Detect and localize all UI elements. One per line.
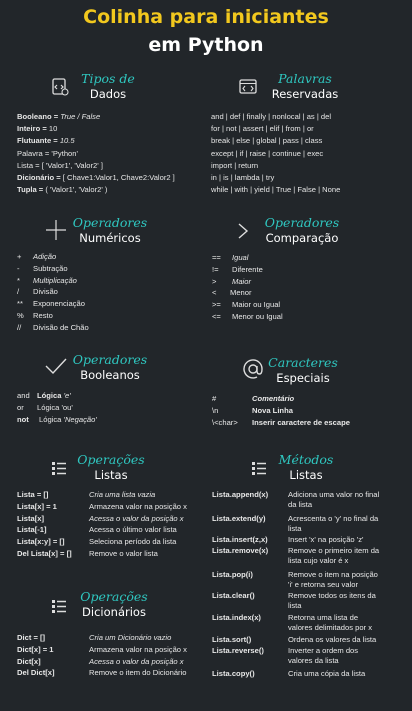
list-item: in | is | lambda | try (211, 173, 275, 183)
list-item: Dict = [] Cria um Dicionário vazio (17, 633, 172, 642)
list-item: Booleano = True / False (17, 112, 101, 121)
operadores-numericos-subtitle: Numéricos (79, 231, 141, 245)
caracteres-especiais-list (212, 393, 402, 428)
list-item: ** Exponenciação (17, 299, 85, 309)
grid-list-icon (50, 597, 68, 620)
list-item: Del Dict[x] Remove o item do Dicionário (17, 668, 187, 678)
list-item: + Adição (17, 252, 57, 261)
operadores-booleanos-title: Operadores (72, 352, 148, 367)
list-item: and | def | finally | nonlocal | as | del (211, 112, 332, 121)
palavras-reservadas-list (211, 111, 340, 196)
list-item: \n Nova Linha (212, 405, 293, 415)
list-item: Dict[x] = 1 Armazena valor na posição x (17, 644, 187, 654)
operadores-numericos-list (17, 251, 187, 334)
checkmark-icon (44, 356, 68, 381)
list-item: Lista[x:y] = [] Seleciona período da lista (17, 537, 177, 547)
list-item: >= Maior ou Igual (212, 300, 281, 310)
list-item: Lista.pop(i) Remove o item na posição 'i' e retorna seu valor (212, 570, 378, 589)
list-item: > Maior (212, 276, 251, 286)
list-item: // Divisão de Chão (17, 322, 89, 332)
operadores-comparacao-title: Operadores (264, 215, 340, 230)
list-item: Lista[-1] Acessa o último valor lista (17, 525, 177, 535)
list-item: Del Lista[x] = [] Remove o valor lista (17, 548, 158, 558)
operacoes-listas-title: Operações (77, 452, 145, 467)
list-item: while | with | yield | True | False | None (211, 185, 341, 195)
list-icon (250, 459, 268, 482)
list-item: Dict[x] Acessa o valor da posição x (17, 656, 184, 666)
list-item: Flutuante = 10.5 (17, 136, 75, 146)
list-item: or Lógica 'ou' (17, 402, 73, 412)
operacoes-dicionarios-list (17, 632, 207, 679)
list-item: Lista = [ 'Valor1', 'Valor2' ] (17, 160, 103, 170)
list-item: % Resto (17, 310, 53, 320)
caracteres-especiais-title: Caracteres (268, 355, 338, 370)
list-item: import | return (211, 160, 259, 170)
list-item: * Multiplicação (17, 275, 77, 285)
operacoes-dicionarios-subtitle: Dicionários (82, 605, 146, 619)
operadores-booleanos-list (17, 390, 187, 425)
list-item: Lista.insert(z,x) Insert 'x' na posição 'z' (212, 535, 364, 544)
list-item: Lista.append(x) Adiciona uma valor no final da lista (212, 490, 380, 509)
operacoes-dicionarios-title: Operações (80, 589, 148, 604)
code-window-icon (238, 78, 258, 101)
operacoes-listas-subtitle: Listas (94, 468, 128, 482)
list-item: == Igual (212, 253, 249, 262)
page-subtitle: em Python (148, 34, 264, 56)
list-item: not Lógica 'Negação' (17, 414, 97, 424)
code-document-icon (50, 77, 70, 102)
tipos-dados-title: Tipos de (81, 71, 135, 86)
list-item: Lista.reverse() Inverter a ordem dos valores da lista (212, 646, 359, 665)
list-item: Lista[x] Acessa o valor da posição x (17, 513, 184, 523)
list-item: break | else | global | pass | class (211, 136, 323, 146)
list-item: Lista = [] Cria uma lista vazia (17, 490, 156, 499)
page-title: Colinha para iniciantes (83, 6, 329, 28)
list-item: Lista.clear() Remove todos os itens da lista (212, 591, 376, 610)
list-item: except | if | raise | continue | exec (211, 148, 324, 158)
list-icon (50, 459, 68, 482)
tipos-dados-subtitle: Dados (89, 87, 127, 101)
operacoes-listas-list (17, 489, 207, 560)
at-sign-icon (242, 358, 264, 385)
chevron-right-icon (236, 222, 250, 245)
list-item: Lista.copy() Cria uma cópia da lista (212, 669, 366, 678)
list-item: for | not | assert | elif | from | or (211, 124, 314, 134)
list-item: Lista.remove(x) Remove o primeiro item da lista cujo valor é x (212, 546, 380, 565)
list-item: < Menor (212, 288, 252, 298)
list-item: # Comentário (212, 394, 295, 403)
list-item: - Subtração (17, 263, 68, 273)
operadores-comparacao-subtitle: Comparação (265, 231, 339, 245)
operadores-numericos-title: Operadores (72, 215, 148, 230)
list-item: Lista.sort() Ordena os valores da lista (212, 635, 377, 644)
list-item: != Diferente (212, 264, 263, 274)
operadores-comparacao-list (212, 252, 382, 323)
metodos-listas-title: Métodos (278, 452, 334, 467)
metodos-listas-subtitle: Listas (289, 468, 323, 482)
list-item: Lista[x] = 1 Armazena valor na posição x (17, 501, 187, 511)
palavras-reservadas-subtitle: Reservadas (271, 87, 339, 101)
list-item: Tupla = ( 'Valor1', 'Valor2' ) (17, 185, 108, 195)
plus-icon (44, 218, 68, 247)
operadores-booleanos-subtitle: Booleanos (80, 368, 140, 382)
list-item: and Lógica 'e' (17, 391, 71, 400)
list-item: Palavra = 'Python' (17, 148, 78, 158)
palavras-reservadas-title: Palavras (278, 71, 332, 86)
list-item: Lista.index(x) Retorna uma lista de valores delimitados por x (212, 613, 372, 632)
list-item: Lista.extend(y) Acrescenta o 'y' no final da lista (212, 514, 379, 533)
caracteres-especiais-subtitle: Especiais (276, 371, 330, 385)
list-item: \<char> Inserir caractere de escape (212, 417, 350, 427)
list-item: Inteiro = 10 (17, 124, 58, 134)
list-item: Dicionário = [ Chave1:Valor1, Chave2:Valor2 ] (17, 173, 175, 183)
tipos-dados-list (17, 111, 175, 196)
list-item: / Divisão (17, 287, 58, 297)
list-item: <= Menor ou Igual (212, 311, 283, 321)
